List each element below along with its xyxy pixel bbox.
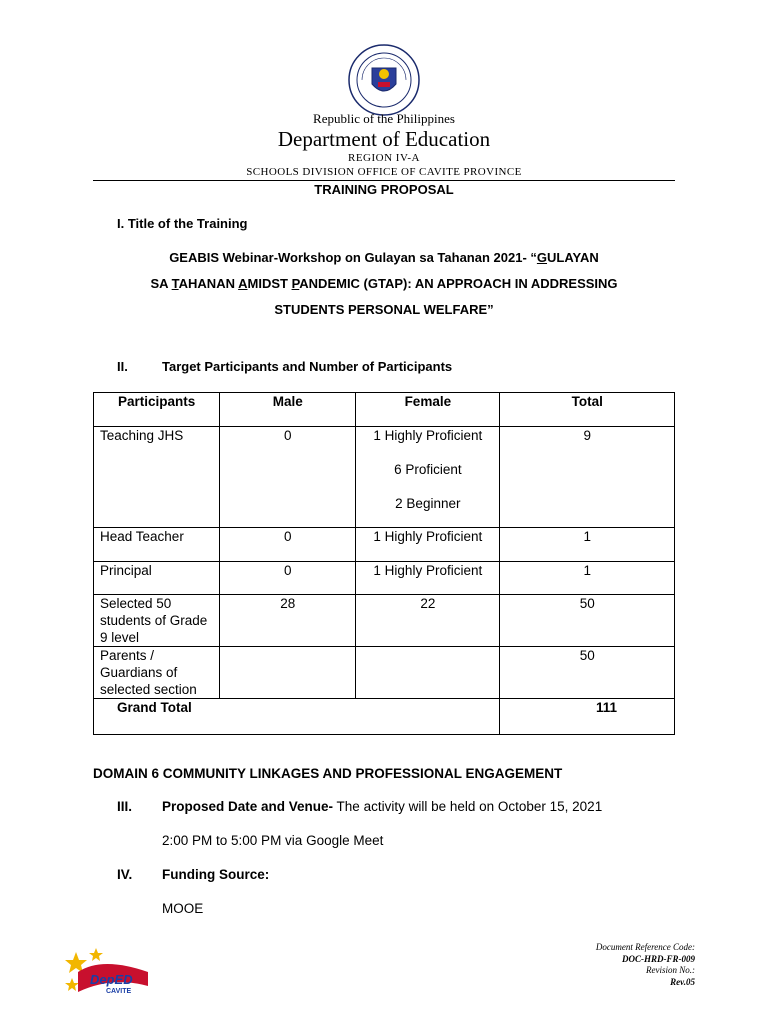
revision-label: Revision No.: (646, 965, 695, 975)
participant-cell: Selected 50 students of Grade 9 level (94, 595, 220, 647)
header-participants: Participants (94, 393, 220, 427)
section-3-line (162, 799, 602, 814)
logo-subtext: CAVITE (106, 988, 132, 995)
domain-heading: DOMAIN 6 COMMUNITY LINKAGES AND PROFESSIONAL ENGAGEMENT (93, 766, 563, 781)
table-row (94, 528, 675, 562)
section-3-number: III. (117, 799, 133, 814)
section-3-time: 2:00 PM to 5:00 PM via Google Meet (162, 833, 384, 848)
revision-value: Rev.05 (670, 976, 695, 987)
female-cell: 1 Highly Proficient (356, 562, 500, 595)
male-cell: 28 (220, 595, 356, 647)
table-row (94, 595, 675, 647)
ref-label: Document Reference Code: (595, 942, 695, 952)
header-male: Male (220, 393, 356, 427)
section-2-heading: Target Participants and Number of Participants (162, 359, 453, 374)
male-cell (220, 647, 356, 699)
total-cell: 9 (500, 427, 675, 528)
participant-cell: Head Teacher (94, 528, 220, 562)
table-row (94, 562, 675, 595)
total-cell: 50 (500, 595, 675, 647)
participant-cell: Teaching JHS (94, 427, 220, 528)
male-cell: 0 (220, 528, 356, 562)
total-cell: 50 (500, 647, 675, 699)
section-1-heading: I. Title of the Training (117, 216, 248, 231)
header-divider (93, 180, 675, 181)
department-heading: Department of Education (277, 127, 491, 151)
male-cell: 0 (220, 427, 356, 528)
ref-code: DOC-HRD-FR-009 (621, 953, 695, 964)
republic-heading: Republic of the Philippines (313, 111, 455, 126)
division-heading: SCHOOLS DIVISION OFFICE OF CAVITE PROVINCE (246, 166, 522, 178)
funding-value: MOOE (162, 901, 204, 916)
table-header-row (94, 393, 675, 427)
logo-text: DepED (90, 972, 133, 987)
training-title: GEABIS Webinar-Workshop on Gulayan sa Tahanan 2021- “GULAYAN SA TAHANAN AMIDST PANDEMIC (GTAP): AN APPROACH IN ADDRESSING STUDENTS PERSONAL WELFARE” (150, 250, 618, 317)
participants-table (93, 392, 675, 735)
header-total: Total (500, 393, 675, 427)
section-3-heading: Proposed Date and Venue- (162, 799, 334, 814)
grand-total-row (94, 699, 675, 735)
table-row (94, 427, 675, 528)
section-4-number: IV. (117, 867, 133, 882)
document-title: TRAINING PROPOSAL (314, 182, 454, 197)
section-3-text: The activity will be held on October 15, 2021 (333, 799, 603, 814)
document-reference (596, 942, 695, 988)
deped-seal (348, 44, 420, 116)
female-cell: 22 (356, 595, 500, 647)
header-female: Female (356, 393, 500, 427)
deped-cavite-logo (62, 946, 152, 1002)
female-cell: 1 Highly Proficient (356, 528, 500, 562)
section-4-heading: Funding Source: (162, 867, 270, 882)
total-cell: 1 (500, 528, 675, 562)
section-2-number: II. (117, 359, 128, 374)
male-cell: 0 (220, 562, 356, 595)
table-row (94, 647, 675, 699)
region-heading: REGION IV-A (347, 152, 420, 164)
total-cell: 1 (500, 562, 675, 595)
female-cell: 1 Highly Proficient 6 Proficient 2 Beginner (356, 427, 500, 528)
participant-cell: Parents / Guardians of selected section (94, 647, 220, 699)
grand-total-value: 111 (500, 699, 675, 735)
grand-total-label: Grand Total (94, 699, 500, 735)
female-cell (356, 647, 500, 699)
participant-cell: Principal (94, 562, 220, 595)
